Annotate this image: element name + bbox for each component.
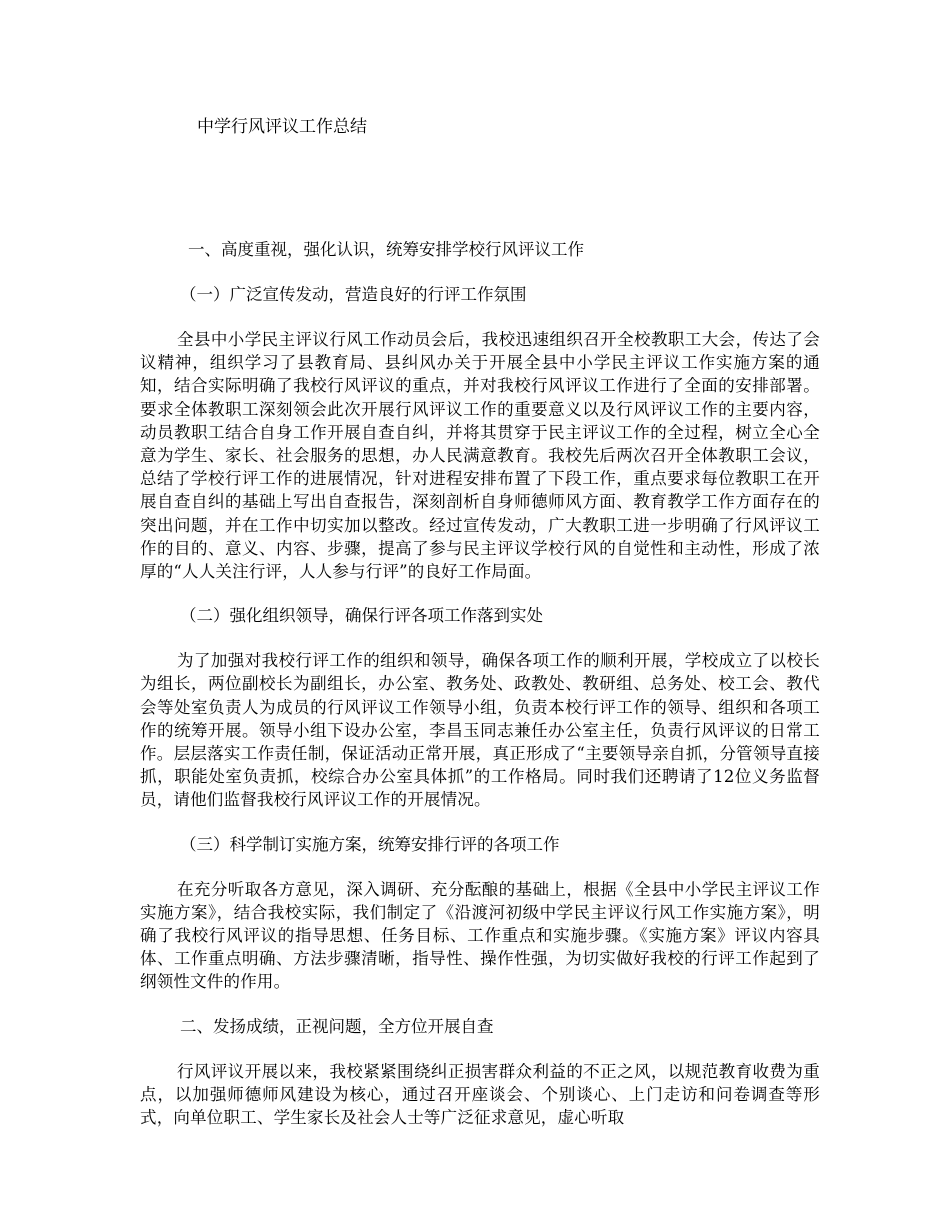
paragraph-3: 在充分听取各方意见，深入调研、充分酝酿的基础上，根据《全县中小学民主评议工作实施方案》，结合我校实际，我们制定了《沿渡河初级中学民主评议行风工作实施方案》，明确了我校行风评议的指导思想、任务目标、工作重点和实施步骤。《实施方案》评议内容具体、工作重点明确、方法步骤清晰，指导性、操作性强，为切实做好我校的行评工作起到了纲领性文件的作用。: [140, 879, 820, 992]
section-heading-1: 一、高度重视，强化认识，统筹安排学校行风评议工作: [188, 240, 584, 259]
paragraph-1: 全县中小学民主评议行风工作动员会后，我校迅速组织召开全校教职工大会，传达了会议精神，组织学习了县教育局、县纠风办关于开展全县中小学民主评议工作实施方案的通知，结合实际明确了我校行风评议的重点，并对我校行风评议工作进行了全面的安排部署。要求全体教职工深刻领会此次开展行风评议工作的重要意义以及行风评议工作的主要内容，动员教职工结合自身工作开展自查自纠，并将其贯穿于民主评议工作的全过程，树立全心全意为学生、家长、社会服务的思想，办人民满意教育。我校先后两次召开全体教职工会议，总结了学校行评工作的进展情况，针对进程安排布置了下段工作，重点要求每位教职工在开展自查自纠的基础上写出自查报告，深刻剖析自身师德师风方面、教育教学工作方面存在的突出问题，并在工作中切实加以整改。经过宣传发动，广大教职工进一步明确了行风评议工作的目的、意义、内容、步骤，提高了参与民主评议学校行风的自觉性和主动性，形成了浓厚的“人人关注行评，人人参与行评”的良好工作局面。: [140, 330, 820, 582]
document-title: 中学行风评议工作总结: [197, 117, 367, 137]
section-heading-2: 二、发扬成绩，正视问题，全方位开展自查: [180, 1016, 494, 1036]
subsection-heading-2: （二）强化组织领导，确保行评各项工作落到实处: [180, 606, 543, 626]
paragraph-4: 行风评议开展以来，我校紧紧围绕纠正损害群众利益的不正之风，以规范教育收费为重点，以加强师德师风建设为核心，通过召开座谈会、个别谈心、上门走访和问卷调查等形式，向单位职工、学生家长及社会人士等广泛征求意见，虚心听取: [140, 1061, 820, 1128]
paragraph-2: 为了加强对我校行评工作的组织和领导，确保各项工作的顺利开展，学校成立了以校长为组长，两位副校长为副组长，办公室、教务处、政教处、教研组、总务处、校工会、教代会等处室负责人为成员的行风评议工作领导小组，负责本校行评工作的领导、组织和各项工作的统筹开展。领导小组下设办公室，李昌玉同志兼任办公室主任，负责行风评议的日常工作。层层落实工作责任制，保证活动正常开展，真正形成了“主要领导亲自抓，分管领导直接抓，职能处室负责抓，校综合办公室具体抓”的工作格局。同时我们还聘请了12位义务监督员，请他们监督我校行风评议工作的开展情况。: [140, 651, 820, 810]
subsection-heading-3: （三）科学制订实施方案，统筹安排行评的各项工作: [180, 834, 560, 854]
subsection-heading-1: （一）广泛宣传发动，营造良好的行评工作氛围: [180, 285, 527, 304]
document-body: [140, 238, 820, 1150]
